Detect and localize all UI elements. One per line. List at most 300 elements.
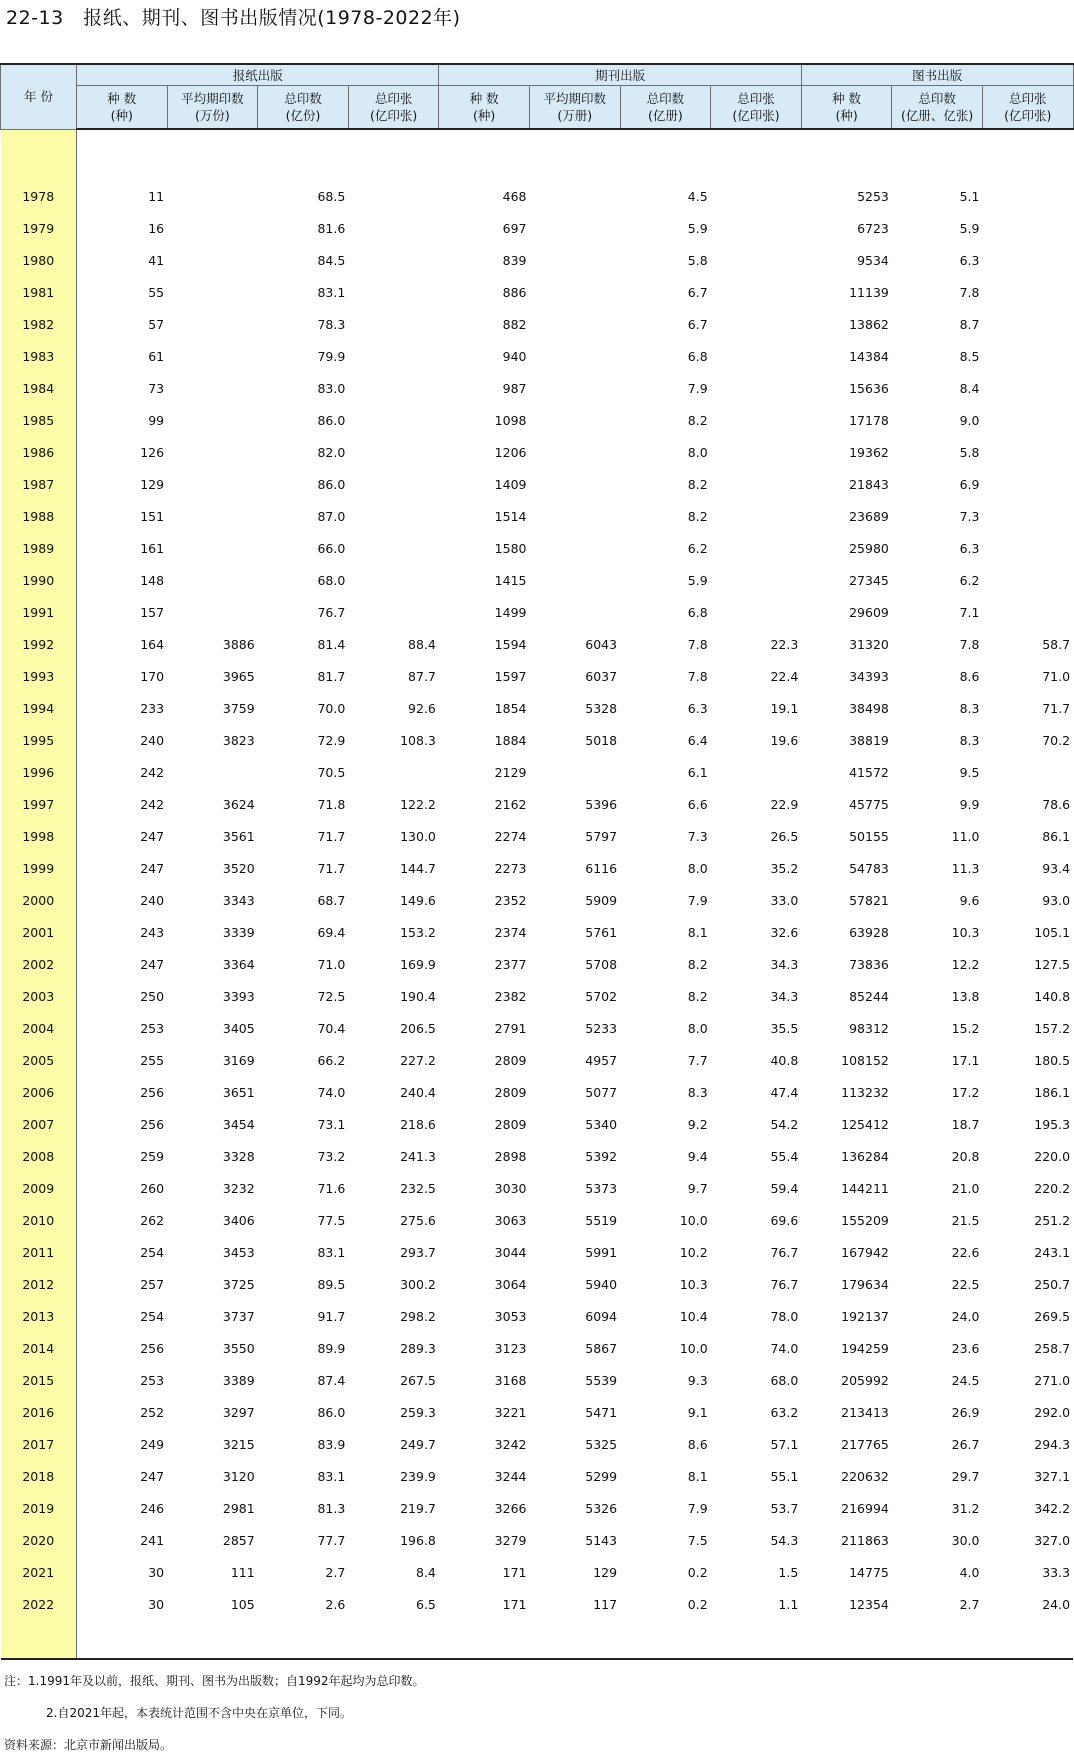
data-cell: 7.7 — [687, 1053, 708, 1068]
data-cell: 15636 — [849, 381, 889, 396]
data-cell: 20.8 — [951, 1149, 980, 1164]
data-cell: 7.8 — [687, 637, 708, 652]
data-cell — [529, 526, 620, 558]
data-cell: 211863 — [841, 1533, 889, 1548]
data-cell: 71.0 — [1042, 669, 1071, 684]
data-cell: 26.5 — [770, 829, 799, 844]
data-cell: 1580 — [494, 541, 527, 556]
data-cell: 54783 — [849, 861, 889, 876]
data-cell: 161 — [140, 541, 165, 556]
data-source: 资料来源：北京市新闻出版局。 — [4, 1738, 173, 1752]
year-cell: 2006 — [1, 1070, 77, 1102]
data-cell: 247 — [140, 1469, 165, 1484]
data-cell: 3215 — [222, 1437, 255, 1452]
data-cell: 86.0 — [317, 477, 346, 492]
table-row — [1, 590, 1074, 622]
data-cell: 205992 — [841, 1373, 889, 1388]
data-cell: 45775 — [849, 797, 889, 812]
blank-row — [1, 1614, 1074, 1659]
statistics-table — [0, 63, 1074, 1660]
data-cell: 148 — [140, 573, 165, 588]
data-cell: 247 — [140, 957, 165, 972]
blank-cell — [77, 129, 168, 174]
table-row — [1, 878, 1074, 910]
data-cell: 3759 — [222, 701, 255, 716]
data-cell: 242 — [140, 797, 165, 812]
data-cell: 19362 — [849, 445, 889, 460]
group-header-books: 图书出版 — [801, 64, 1073, 86]
data-cell — [711, 302, 802, 334]
data-cell: 3279 — [494, 1533, 527, 1548]
blank-cell — [711, 129, 802, 174]
data-cell: 1415 — [494, 573, 527, 588]
data-cell: 76.7 — [770, 1277, 799, 1292]
data-cell: 2273 — [494, 861, 527, 876]
column-header-unit: (万份) — [195, 108, 230, 123]
year-cell: 2020 — [1, 1518, 77, 1550]
table-row — [1, 1390, 1074, 1422]
data-cell: 271.0 — [1034, 1373, 1071, 1388]
data-cell: 1.1 — [778, 1597, 799, 1612]
data-cell — [529, 750, 620, 782]
data-cell: 86.1 — [1042, 829, 1071, 844]
column-header — [620, 86, 711, 130]
data-cell: 2352 — [494, 893, 527, 908]
column-header-label: 总印张 — [374, 91, 413, 106]
data-cell: 3232 — [222, 1181, 255, 1196]
data-cell: 17178 — [849, 413, 889, 428]
data-cell: 5328 — [585, 701, 618, 716]
data-cell: 249 — [140, 1437, 165, 1452]
year-cell: 1978 — [1, 174, 77, 206]
data-cell — [711, 558, 802, 590]
data-cell: 327.1 — [1034, 1469, 1071, 1484]
table-row — [1, 1070, 1074, 1102]
data-cell: 6.8 — [687, 349, 708, 364]
year-cell: 1997 — [1, 782, 77, 814]
data-cell: 73.1 — [317, 1117, 346, 1132]
blank-cell — [982, 129, 1073, 174]
blank-cell — [529, 1614, 620, 1659]
data-cell — [711, 526, 802, 558]
data-cell: 26.7 — [951, 1437, 980, 1452]
data-cell: 194259 — [841, 1341, 889, 1356]
data-cell: 81.7 — [317, 669, 346, 684]
data-cell: 254 — [140, 1309, 165, 1324]
data-cell: 9.1 — [687, 1405, 708, 1420]
data-cell: 882 — [502, 317, 527, 332]
data-cell: 292.0 — [1034, 1405, 1071, 1420]
data-cell: 289.3 — [400, 1341, 436, 1356]
table-row — [1, 1422, 1074, 1454]
data-cell: 29.7 — [951, 1469, 980, 1484]
data-cell — [348, 430, 439, 462]
column-header — [529, 86, 620, 130]
data-cell: 81.4 — [317, 637, 346, 652]
data-cell: 57.1 — [770, 1437, 799, 1452]
blank-cell — [348, 129, 439, 174]
column-header-label: 平均期印数 — [543, 91, 607, 106]
data-cell: 3221 — [494, 1405, 527, 1420]
data-cell: 69.4 — [317, 925, 346, 940]
data-cell: 66.0 — [317, 541, 346, 556]
data-cell: 59.4 — [770, 1181, 799, 1196]
data-cell: 76.7 — [770, 1245, 799, 1260]
blank-cell — [348, 1614, 439, 1659]
data-cell: 2162 — [494, 797, 527, 812]
data-cell: 83.1 — [317, 285, 346, 300]
data-cell: 129 — [593, 1565, 618, 1580]
data-cell — [982, 526, 1073, 558]
table-row — [1, 1102, 1074, 1134]
data-cell: 3454 — [222, 1117, 255, 1132]
data-cell — [348, 590, 439, 622]
data-cell — [167, 398, 258, 430]
data-cell — [167, 174, 258, 206]
data-cell: 8.0 — [687, 861, 708, 876]
data-cell: 27345 — [849, 573, 889, 588]
data-cell — [348, 558, 439, 590]
data-cell: 10.2 — [679, 1245, 708, 1260]
data-cell: 5867 — [585, 1341, 618, 1356]
data-cell: 24.0 — [1042, 1597, 1071, 1612]
blank-cell — [167, 129, 258, 174]
table-row — [1, 846, 1074, 878]
data-cell: 6.3 — [959, 253, 980, 268]
data-cell: 69.6 — [770, 1213, 799, 1228]
data-cell: 220.0 — [1034, 1149, 1071, 1164]
column-header — [982, 86, 1073, 130]
blank-cell — [439, 1614, 530, 1659]
year-column-header: 年 份 — [1, 64, 77, 129]
table-row — [1, 1582, 1074, 1614]
year-cell: 1992 — [1, 622, 77, 654]
data-cell: 87.0 — [317, 509, 346, 524]
table-row — [1, 942, 1074, 974]
data-cell: 6.2 — [959, 573, 980, 588]
data-cell: 13.8 — [951, 989, 980, 1004]
data-cell — [529, 366, 620, 398]
data-cell: 30 — [148, 1565, 165, 1580]
data-cell: 1098 — [494, 413, 527, 428]
data-cell: 7.1 — [959, 605, 980, 620]
data-cell: 8.6 — [687, 1437, 708, 1452]
data-cell: 25980 — [849, 541, 889, 556]
data-cell — [348, 750, 439, 782]
table-row — [1, 398, 1074, 430]
data-cell — [167, 302, 258, 334]
data-cell: 5396 — [585, 797, 618, 812]
column-header-unit: (万册) — [557, 108, 593, 123]
data-cell: 227.2 — [400, 1053, 436, 1068]
data-cell: 126 — [140, 445, 165, 460]
data-cell: 33.3 — [1042, 1565, 1071, 1580]
table-row — [1, 782, 1074, 814]
data-cell: 213413 — [841, 1405, 889, 1420]
year-cell: 2013 — [1, 1294, 77, 1326]
data-cell: 11139 — [849, 285, 889, 300]
data-cell: 127.5 — [1034, 957, 1071, 972]
data-cell: 3168 — [494, 1373, 527, 1388]
year-cell: 1981 — [1, 270, 77, 302]
column-header — [892, 86, 983, 130]
column-header-label: 总印张 — [1009, 91, 1047, 106]
data-cell: 34.3 — [770, 957, 799, 972]
data-cell: 10.3 — [951, 925, 980, 940]
table-row — [1, 1486, 1074, 1518]
data-cell: 47.4 — [770, 1085, 799, 1100]
data-cell: 3453 — [222, 1245, 255, 1260]
data-cell: 136284 — [841, 1149, 889, 1164]
data-cell: 31320 — [849, 637, 889, 652]
data-cell: 5233 — [585, 1021, 618, 1036]
data-cell: 151 — [140, 509, 165, 524]
data-cell: 54.2 — [770, 1117, 799, 1132]
blank-cell — [892, 129, 983, 174]
data-cell: 6.2 — [687, 541, 708, 556]
data-cell: 5991 — [585, 1245, 618, 1260]
data-cell: 167942 — [841, 1245, 889, 1260]
data-cell: 258.7 — [1034, 1341, 1071, 1356]
data-cell: 190.4 — [400, 989, 436, 1004]
data-cell: 468 — [502, 189, 527, 204]
data-cell: 219.7 — [400, 1501, 436, 1516]
data-cell: 41572 — [849, 765, 889, 780]
data-cell: 113232 — [841, 1085, 889, 1100]
data-cell: 70.0 — [317, 701, 346, 716]
data-cell — [982, 238, 1073, 270]
year-cell: 2003 — [1, 974, 77, 1006]
data-cell: 252 — [140, 1405, 165, 1420]
data-cell: 35.5 — [770, 1021, 799, 1036]
data-cell: 6.8 — [687, 605, 708, 620]
data-cell: 206.5 — [400, 1021, 436, 1036]
data-cell: 144.7 — [400, 861, 436, 876]
year-cell: 1980 — [1, 238, 77, 270]
table-row — [1, 1518, 1074, 1550]
data-cell: 300.2 — [400, 1277, 436, 1292]
table-row — [1, 1134, 1074, 1166]
data-cell: 12.2 — [951, 957, 980, 972]
column-header-unit: (亿印张) — [369, 108, 418, 123]
data-cell: 246 — [140, 1501, 165, 1516]
data-cell: 144211 — [841, 1181, 889, 1196]
data-cell: 111 — [230, 1565, 255, 1580]
table-row — [1, 526, 1074, 558]
data-cell: 24.0 — [951, 1309, 980, 1324]
data-cell: 17.2 — [951, 1085, 980, 1100]
data-cell: 19.1 — [770, 701, 799, 716]
data-cell: 3624 — [222, 797, 255, 812]
year-cell: 2001 — [1, 910, 77, 942]
data-cell: 940 — [502, 349, 527, 364]
data-cell: 73836 — [849, 957, 889, 972]
data-cell: 240 — [140, 733, 165, 748]
data-cell — [982, 398, 1073, 430]
data-cell: 3364 — [222, 957, 255, 972]
data-cell: 250.7 — [1034, 1277, 1071, 1292]
data-cell — [167, 270, 258, 302]
data-cell: 6.4 — [687, 733, 708, 748]
data-cell — [167, 366, 258, 398]
year-cell: 2022 — [1, 1582, 77, 1614]
data-cell: 2377 — [494, 957, 527, 972]
data-cell: 3651 — [222, 1085, 255, 1100]
data-cell: 68.0 — [317, 573, 346, 588]
data-cell: 71.8 — [317, 797, 346, 812]
data-cell: 5326 — [585, 1501, 618, 1516]
data-cell: 11 — [148, 189, 165, 204]
data-cell: 293.7 — [400, 1245, 436, 1260]
data-cell: 79.9 — [317, 349, 346, 364]
column-header-label: 总印数 — [918, 91, 956, 106]
data-cell: 3405 — [222, 1021, 255, 1036]
data-cell: 6.3 — [959, 541, 980, 556]
data-cell: 153.2 — [400, 925, 436, 940]
data-cell: 30.0 — [951, 1533, 980, 1548]
data-cell: 180.5 — [1034, 1053, 1071, 1068]
data-cell: 11.0 — [951, 829, 980, 844]
data-cell: 5373 — [585, 1181, 618, 1196]
data-cell: 23689 — [849, 509, 889, 524]
data-cell: 267.5 — [400, 1373, 436, 1388]
blank-cell — [258, 129, 349, 174]
data-cell: 10.0 — [679, 1213, 708, 1228]
data-cell: 157.2 — [1034, 1021, 1071, 1036]
data-cell: 3244 — [494, 1469, 527, 1484]
data-cell — [529, 334, 620, 366]
data-cell: 3266 — [494, 1501, 527, 1516]
data-cell: 3242 — [494, 1437, 527, 1452]
data-cell: 13862 — [849, 317, 889, 332]
data-cell: 5471 — [585, 1405, 618, 1420]
data-cell — [982, 430, 1073, 462]
data-cell — [711, 590, 802, 622]
data-cell: 74.0 — [770, 1341, 799, 1356]
table-row — [1, 750, 1074, 782]
data-cell — [711, 462, 802, 494]
blank-cell — [1, 129, 77, 174]
table-body — [1, 129, 1074, 1659]
data-cell: 5.1 — [959, 189, 980, 204]
year-cell: 2017 — [1, 1422, 77, 1454]
column-header-label: 平均期印数 — [181, 91, 244, 106]
data-cell: 68.5 — [317, 189, 346, 204]
data-cell: 3053 — [494, 1309, 527, 1324]
data-cell: 257 — [140, 1277, 165, 1292]
data-cell: 3343 — [222, 893, 255, 908]
data-cell: 63.2 — [770, 1405, 799, 1420]
table-row — [1, 622, 1074, 654]
data-cell: 58.7 — [1042, 637, 1071, 652]
group-header-periodicals: 期刊出版 — [439, 64, 801, 86]
table-row — [1, 238, 1074, 270]
year-cell: 2002 — [1, 942, 77, 974]
data-cell: 71.6 — [317, 1181, 346, 1196]
blank-cell — [620, 129, 711, 174]
data-cell: 9534 — [857, 253, 889, 268]
data-cell — [711, 270, 802, 302]
data-cell: 8.2 — [687, 509, 708, 524]
data-cell: 7.3 — [959, 509, 980, 524]
data-cell: 15.2 — [951, 1021, 980, 1036]
column-header-label: 总印数 — [646, 91, 685, 106]
data-cell: 3123 — [494, 1341, 527, 1356]
data-cell: 7.9 — [687, 381, 708, 396]
data-cell: 8.2 — [687, 957, 708, 972]
data-cell: 232.5 — [400, 1181, 436, 1196]
data-cell — [982, 270, 1073, 302]
data-cell: 886 — [502, 285, 527, 300]
table-row — [1, 206, 1074, 238]
table-row — [1, 1294, 1074, 1326]
data-cell: 5340 — [585, 1117, 618, 1132]
data-cell — [711, 430, 802, 462]
data-cell: 68.7 — [317, 893, 346, 908]
data-cell: 239.9 — [400, 1469, 436, 1484]
data-cell: 87.4 — [317, 1373, 346, 1388]
data-cell: 254 — [140, 1245, 165, 1260]
footnote-1: 注：1.1991年及以前，报纸、期刊、图书为出版数；自1992年起均为总印数。 — [4, 1674, 425, 1688]
data-cell — [982, 302, 1073, 334]
data-cell: 4957 — [585, 1053, 618, 1068]
data-cell: 81.3 — [317, 1501, 346, 1516]
data-cell: 7.8 — [959, 285, 980, 300]
year-cell: 1987 — [1, 462, 77, 494]
data-cell: 73.2 — [317, 1149, 346, 1164]
data-cell: 9.2 — [687, 1117, 708, 1132]
data-cell — [982, 206, 1073, 238]
table-row — [1, 1230, 1074, 1262]
year-cell: 2010 — [1, 1198, 77, 1230]
data-cell: 5.8 — [959, 445, 980, 460]
blank-cell — [982, 1614, 1073, 1659]
blank-cell — [801, 129, 892, 174]
data-cell: 70.5 — [317, 765, 346, 780]
year-cell: 1979 — [1, 206, 77, 238]
data-cell: 89.5 — [317, 1277, 346, 1292]
data-cell: 255 — [140, 1053, 165, 1068]
data-cell: 217765 — [841, 1437, 889, 1452]
data-cell — [167, 334, 258, 366]
data-cell: 9.7 — [687, 1181, 708, 1196]
data-cell: 10.3 — [679, 1277, 708, 1292]
footnote-2: 2.自2021年起，本表统计范围不含中央在京单位，下同。 — [46, 1706, 352, 1720]
data-cell: 6.9 — [959, 477, 980, 492]
year-cell: 2000 — [1, 878, 77, 910]
data-cell: 2.6 — [325, 1597, 346, 1612]
data-cell: 243 — [140, 925, 165, 940]
data-cell: 54.3 — [770, 1533, 799, 1548]
year-cell: 2019 — [1, 1486, 77, 1518]
data-cell: 342.2 — [1034, 1501, 1071, 1516]
data-cell: 35.2 — [770, 861, 799, 876]
data-cell: 6.7 — [687, 285, 708, 300]
data-cell: 0.2 — [687, 1597, 708, 1612]
data-cell: 72.9 — [317, 733, 346, 748]
table-row — [1, 718, 1074, 750]
data-cell: 1499 — [494, 605, 527, 620]
data-cell: 5708 — [585, 957, 618, 972]
data-cell: 5539 — [585, 1373, 618, 1388]
data-cell: 249.7 — [400, 1437, 436, 1452]
data-cell: 3550 — [222, 1341, 255, 1356]
data-cell: 327.0 — [1034, 1533, 1071, 1548]
year-cell: 1990 — [1, 558, 77, 590]
data-cell: 1514 — [494, 509, 527, 524]
table-row — [1, 1358, 1074, 1390]
data-cell: 7.5 — [687, 1533, 708, 1548]
